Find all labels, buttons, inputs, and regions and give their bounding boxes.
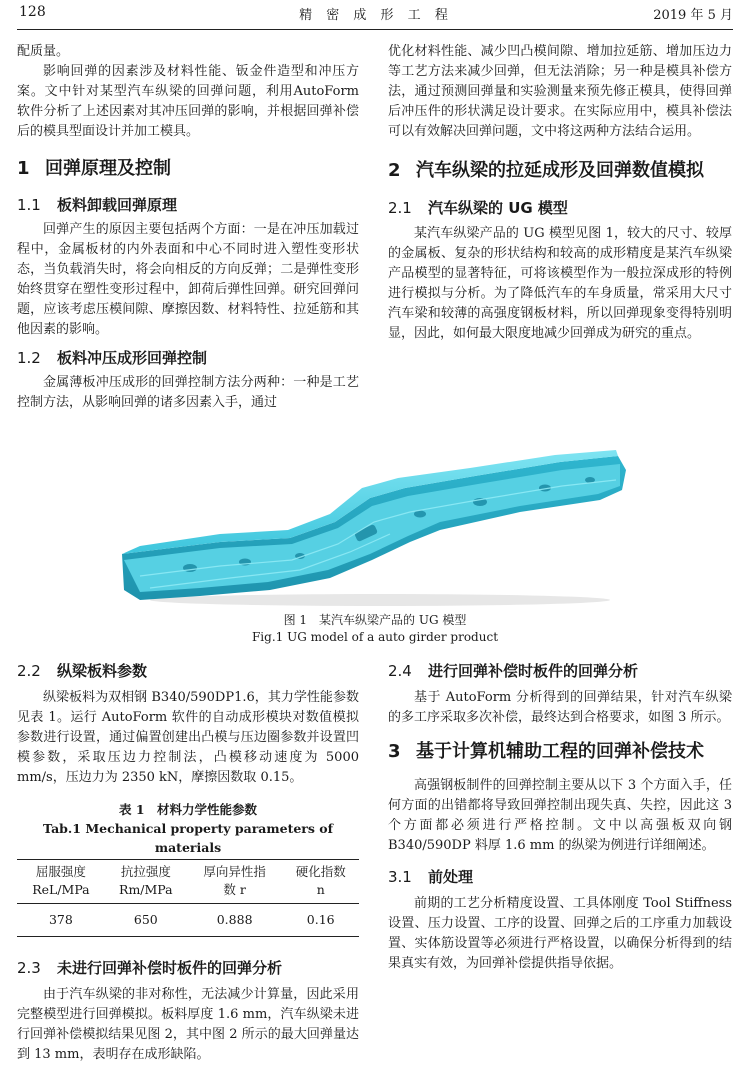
right-column-bottom <box>388 660 732 974</box>
section-2-2-heading: 2.2 纵梁板料参数 <box>17 662 148 680</box>
issue-date: 2019 年 5 月 <box>653 8 733 23</box>
section-2-3-paragraph: 由于汽车纵梁的非对称性，无法减少计算量，因此采用完整模型进行回弹模拟。板料厚度 1.6 mm，汽车纵梁未进行回弹补偿模拟结果见图 2，其中图 2 所示的最大回弹量达到 13 mm，表明存在成形缺陷。 <box>17 987 359 1062</box>
figure-1-caption <box>0 612 750 646</box>
table-cell-hardening: 0.16 <box>282 904 359 937</box>
girder-model-image <box>0 450 750 610</box>
table-row <box>17 904 359 937</box>
journal-name: 精 密 成 形 工 程 <box>299 8 453 23</box>
section-1-heading: 1 回弹原理及控制 <box>17 158 171 179</box>
table-cell-yield: 378 <box>17 904 105 937</box>
intro-paragraph: 影响回弹的因素涉及材料性能、钣金件造型和冲压方案。文中针对某型汽车纵梁的回弹问题，利用AutoForm 软件分析了上述因素对其冲压回弹的影响，并根据回弹补偿后的模具型面设计并加工模具。 <box>17 64 359 139</box>
intro-continued: 配质量。 <box>17 44 70 59</box>
section-1-1-paragraph: 回弹产生的原因主要包括两个方面：一是在冲压加载过程中，金属板材的内外表面和中心不同时进入塑性变形状态，当负载消失时，将会向相反的方向反弹；二是弹性变形始终贯穿在塑性变形过程中，卸荷后弹性回弹。研究回弹问题，应该考虑压模间隙、摩擦因数、材料特性、拉延筋和其他因素的影响。 <box>17 222 359 337</box>
section-1-2-paragraph: 金属薄板冲压成形的回弹控制方法分两种：一种是工艺控制方法，从影响回弹的诸多因素入手，通过 <box>17 375 359 410</box>
left-column-bottom <box>17 660 359 1065</box>
table-1-caption-cn: 表 1 材料力学性能参数 <box>118 802 258 817</box>
table-cell-anisotropy: 0.888 <box>187 904 283 937</box>
control-paragraph-continued: 优化材料性能、减少凹凸模间隙、增加拉延筋、增加压边力等工艺方法来减少回弹，但无法消除；另一种是模具补偿方法，通过预测回弹量和实验测量来预先修正模具，使得回弹后冲压件的形状满足设计要求。在实际应用中，模具补偿法可以有效解决回弹问题，文中将这两种方法结合运用。 <box>388 44 732 139</box>
table-1 <box>17 800 359 937</box>
figure-1-caption-en: Fig.1 UG model of a auto girder product <box>251 630 499 644</box>
right-column-top <box>388 42 732 344</box>
section-2-1-heading: 2.1 汽车纵梁的 UG 模型 <box>388 199 568 217</box>
page-number: 128 <box>19 4 46 20</box>
section-2-1-paragraph: 某汽车纵梁产品的 UG 模型见图 1，较大的尺寸、较厚的金属板、复杂的形状结构和较高的成形精度是某汽车纵梁产品模型的显著特征，可将该模型作为一般拉深成形的特例进行模拟与分析。为了降低汽车的车身质量，常采用大尺寸汽车梁和较薄的高强度钢板材料，所以回弹现象变得特别明显，因此，如何最大限度地减少回弹成为研究的重点。 <box>388 226 732 341</box>
left-column-top <box>17 42 359 413</box>
section-1-1-heading: 1.1 板料卸载回弹原理 <box>17 196 178 214</box>
section-2-4-heading: 2.4 进行回弹补偿时板件的回弹分析 <box>388 662 639 680</box>
figure-1-caption-cn: 图 1 某汽车纵梁产品的 UG 模型 <box>283 613 467 627</box>
table-cell-tensile: 650 <box>105 904 187 937</box>
section-1-2-heading: 1.2 板料冲压成形回弹控制 <box>17 349 208 367</box>
section-2-4-paragraph: 基于 AutoForm 分析得到的回弹结果，针对汽车纵梁的多工序采取多次补偿，最终达到合格要求，如图 3 所示。 <box>388 690 732 725</box>
section-3-1-heading: 3.1 前处理 <box>388 868 474 886</box>
section-2-heading: 2 汽车纵梁的拉延成形及回弹数值模拟 <box>388 160 704 181</box>
section-3-1-paragraph: 前期的工艺分析精度设置、工具体刚度 Tool Stiffness 设置、压力设置、工序的设置、回弹之后的工序重力加载设置、实体筋设置等必须进行严格设置，以确保分析得到的结果真实有效，为回弹补偿提供指导依据。 <box>388 896 732 971</box>
table-header-yield: 屈服强度 ReL/MPa <box>17 860 105 904</box>
header-rule <box>17 29 733 30</box>
section-2-3-heading: 2.3 未进行回弹补偿时板件的回弹分析 <box>17 959 283 977</box>
table-header-anisotropy: 厚向异性指 数 r <box>187 860 283 904</box>
table-header-tensile: 抗拉强度 Rm/MPa <box>105 860 187 904</box>
table-header-hardening: 硬化指数 n <box>282 860 359 904</box>
table-1-caption-en: Tab.1 Mechanical property parameters of materials <box>42 821 334 855</box>
section-2-2-paragraph: 纵梁板料为双相钢 B340/590DP1.6，其力学性能参数见表 1。运行 AutoForm 软件的自动成形模块对数值模拟参数进行设置，通过偏置创建出凸模与压边圈参数并设置凹模参数，采取压边力控制法，凸模移动速度为 5000 mm/s，压边力为 2350 kN，摩擦因数取 0.15。 <box>17 690 359 785</box>
material-properties-table <box>17 859 359 937</box>
running-header <box>19 4 733 26</box>
figure-1 <box>0 450 750 610</box>
section-3-paragraph: 高强钢板制件的回弹控制主要从以下 3 个方面入手，任何方面的出错都将导致回弹控制出现失真、失控，因此这 3 个方面都必须进行严格控制。文中以高强板双向钢 B340/590DP 料厚 1.6 mm 的纵梁为例进行详细阐述。 <box>388 778 732 853</box>
section-3-heading: 3 基于计算机辅助工程的回弹补偿技术 <box>388 741 704 762</box>
